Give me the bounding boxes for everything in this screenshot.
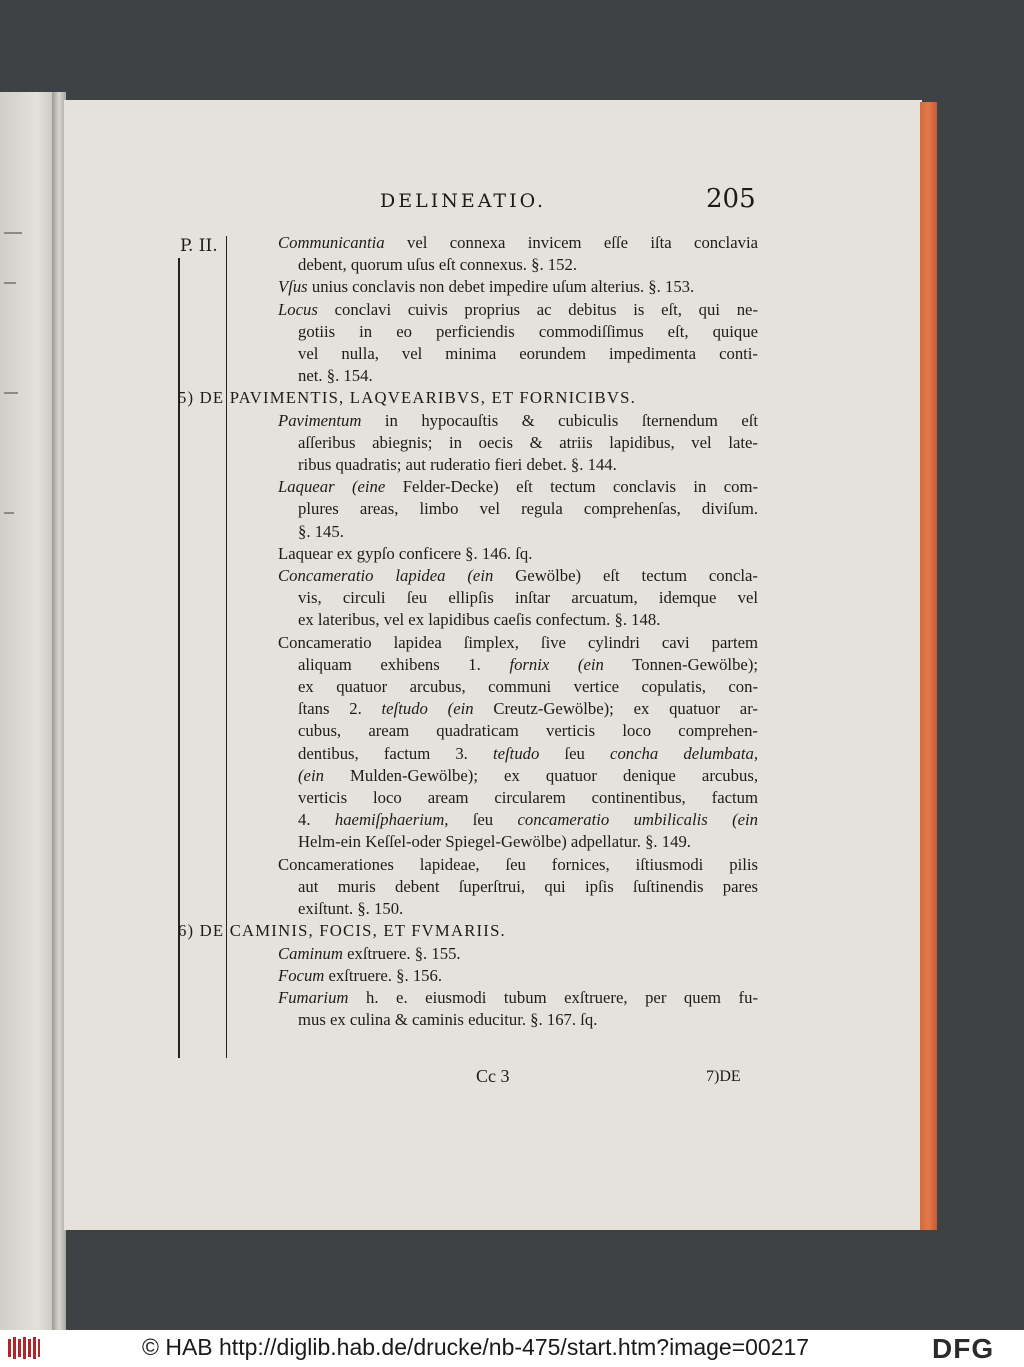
text-run: dentibus, factum 3. — [298, 743, 493, 763]
text-run: ſeu — [448, 810, 518, 830]
text-run: ex quatuor arcubus, communi vertice copulatis, con- — [298, 677, 758, 697]
text-line — [228, 698, 758, 720]
dfg-logo: DFG — [932, 1333, 995, 1364]
text-line — [228, 654, 758, 676]
text-line — [228, 1009, 758, 1031]
text-run: Concamerationes lapideae, ſeu fornices, iſtiusmodi pilis — [278, 854, 758, 874]
text-line — [228, 299, 758, 321]
text-line — [228, 410, 758, 432]
italic-text: Vſus — [278, 277, 308, 297]
footer-bar — [0, 1330, 1024, 1367]
text-run: plures areas, limbo vel regula comprehenſas, diviſum. — [298, 499, 758, 519]
text-run: Creutz-Gewölbe); ex quatuor ar- — [473, 699, 758, 719]
text-run: ribus quadratis; aut ruderatio fieri debet. §. 144. — [298, 455, 617, 475]
text-line — [228, 321, 758, 343]
text-line — [228, 343, 758, 365]
text-run: Concameratio lapidea ſimplex, ſive cylindri cavi partem — [278, 632, 758, 652]
text-run — [335, 477, 352, 496]
text-run: Felder-Decke) eſt tectum conclavis in com- — [385, 477, 759, 497]
italic-text: Fumarium — [278, 987, 349, 1007]
text-run: exſtruere. §. 155. — [342, 943, 461, 963]
text-run: h. e. eiusmodi tubum exſtruere, per quem fu- — [348, 987, 758, 1007]
text-line — [228, 454, 758, 476]
italic-text: teſtudo (ein — [381, 699, 474, 719]
italic-text: fornix (ein — [509, 654, 604, 674]
text-run: ex lateribus, vel ex lapidibus caeſis confectum. §. 148. — [298, 610, 661, 630]
text-run: mus ex culina & caminis educitur. §. 167. ſq. — [298, 1010, 598, 1030]
text-line — [228, 276, 758, 298]
text-run: in hypocauſtis & cubiculis ſternendum eſt — [361, 410, 758, 430]
italic-text: concameratio umbilicalis (ein — [517, 810, 759, 830]
running-title: DELINEATIO. — [380, 190, 547, 212]
text-run: Mulden-Gewölbe); ex quatuor denique arcubus, — [323, 765, 758, 785]
text-line — [228, 254, 758, 276]
text-run: Gewölbe) eſt tectum concla- — [493, 566, 758, 586]
text-line — [228, 432, 758, 454]
italic-text: Communicantia — [278, 233, 385, 252]
text-line — [228, 609, 758, 631]
text-line — [228, 743, 758, 765]
text-run: aliquam exhibens 1. — [298, 654, 510, 674]
italic-text: Focum — [278, 965, 325, 985]
italic-text: Pavimentum — [278, 410, 362, 430]
text-line — [228, 632, 758, 654]
text-line — [228, 787, 758, 809]
text-run: Tonnen-Gewölbe); — [603, 654, 759, 674]
text-line — [228, 365, 758, 387]
italic-text: Locus — [278, 299, 318, 319]
text-run: Laquear ex gypſo conficere §. 146. ſq. — [278, 543, 533, 563]
italic-text: Caminum — [278, 943, 343, 963]
italic-text: Laquear — [278, 477, 335, 497]
page-number: 205 — [706, 184, 756, 214]
text-line — [228, 476, 758, 498]
italic-text: teſtudo — [493, 743, 540, 763]
text-run: unius conclavis non debet impedire uſum alterius. §. 153. — [307, 277, 695, 297]
text-line — [228, 498, 758, 520]
text-run: vel connexa invicem eſſe iſta conclavia — [384, 233, 758, 252]
text-run: §. 145. — [298, 521, 344, 541]
copyright-text: © HAB http://diglib.hab.de/drucke/nb-475/start.htm?image=00217 — [142, 1334, 810, 1360]
text-line — [228, 943, 758, 965]
text-line — [178, 387, 758, 409]
text-line — [228, 720, 758, 742]
text-run: exiſtunt. §. 150. — [298, 899, 404, 919]
text-run: exſtruere. §. 156. — [324, 965, 443, 985]
italic-text: Concameratio lapidea (ein — [278, 566, 494, 586]
text-line — [228, 543, 758, 565]
text-line — [228, 765, 758, 787]
page-edge-red — [920, 102, 937, 1230]
text-line — [228, 521, 758, 543]
text-line — [228, 587, 758, 609]
signature-mark: Cc 3 — [476, 1066, 510, 1086]
text-run: net. §. 154. — [298, 366, 373, 386]
margin-label: P. II. — [180, 236, 218, 256]
italic-text: (ein — [298, 765, 324, 785]
text-run: cubus, aream quadraticam verticis loco comprehen- — [298, 721, 758, 741]
text-line — [228, 987, 758, 1009]
italic-text: concha delumbata, — [610, 743, 758, 763]
italic-text: haemiſphaerium, — [334, 810, 449, 830]
text-line — [228, 809, 758, 831]
running-head — [0, 184, 1024, 220]
text-run: 4. — [298, 810, 335, 830]
text-line — [228, 676, 758, 698]
catchword: 7)DE — [706, 1068, 741, 1085]
text-line — [228, 898, 758, 920]
page-footer — [0, 1066, 1024, 1090]
italic-text: (eine — [351, 477, 386, 497]
text-run: aſſeribus abiegnis; in oecis & atriis lapidibus, vel late- — [298, 432, 758, 452]
text-run: 5) DE PAVIMENTIS, LAQVEARIBVS, ET FORNICIBVS. — [178, 388, 636, 408]
text-run: verticis loco aream circularem continentibus, factum — [298, 788, 758, 808]
text-run: 6) DE CAMINIS, FOCIS, ET FVMARIIS. — [178, 921, 506, 941]
text-line — [228, 232, 758, 254]
text-run: debent, quorum uſus eſt connexus. §. 152. — [298, 255, 578, 275]
text-run: ſtans 2. — [298, 699, 382, 719]
text-line — [228, 965, 758, 987]
text-run: vis, circuli ſeu ellipſis inſtar arcuatum, idemque vel — [298, 588, 758, 608]
text-line — [228, 854, 758, 876]
text-line — [228, 565, 758, 587]
text-run: aut muris debent ſuperſtrui, qui ipſis ſuſtinendis pares — [298, 876, 758, 896]
text-run: gotiis in eo perficiendis commodiſſimus eſt, quique — [298, 321, 758, 341]
text-run: Helm-ein Keſſel-oder Spiegel-Gewölbe) adpellatur. §. 149. — [298, 832, 691, 852]
text-line — [228, 876, 758, 898]
text-run: vel nulla, vel minima eorundem impedimenta conti- — [298, 344, 758, 364]
hab-logo-icon — [6, 1335, 42, 1361]
text-line — [178, 920, 758, 942]
text-run: conclavi cuivis proprius ac debitus is eſt, qui ne- — [317, 299, 758, 319]
text-run: ſeu — [539, 743, 611, 763]
text-line — [228, 831, 758, 853]
